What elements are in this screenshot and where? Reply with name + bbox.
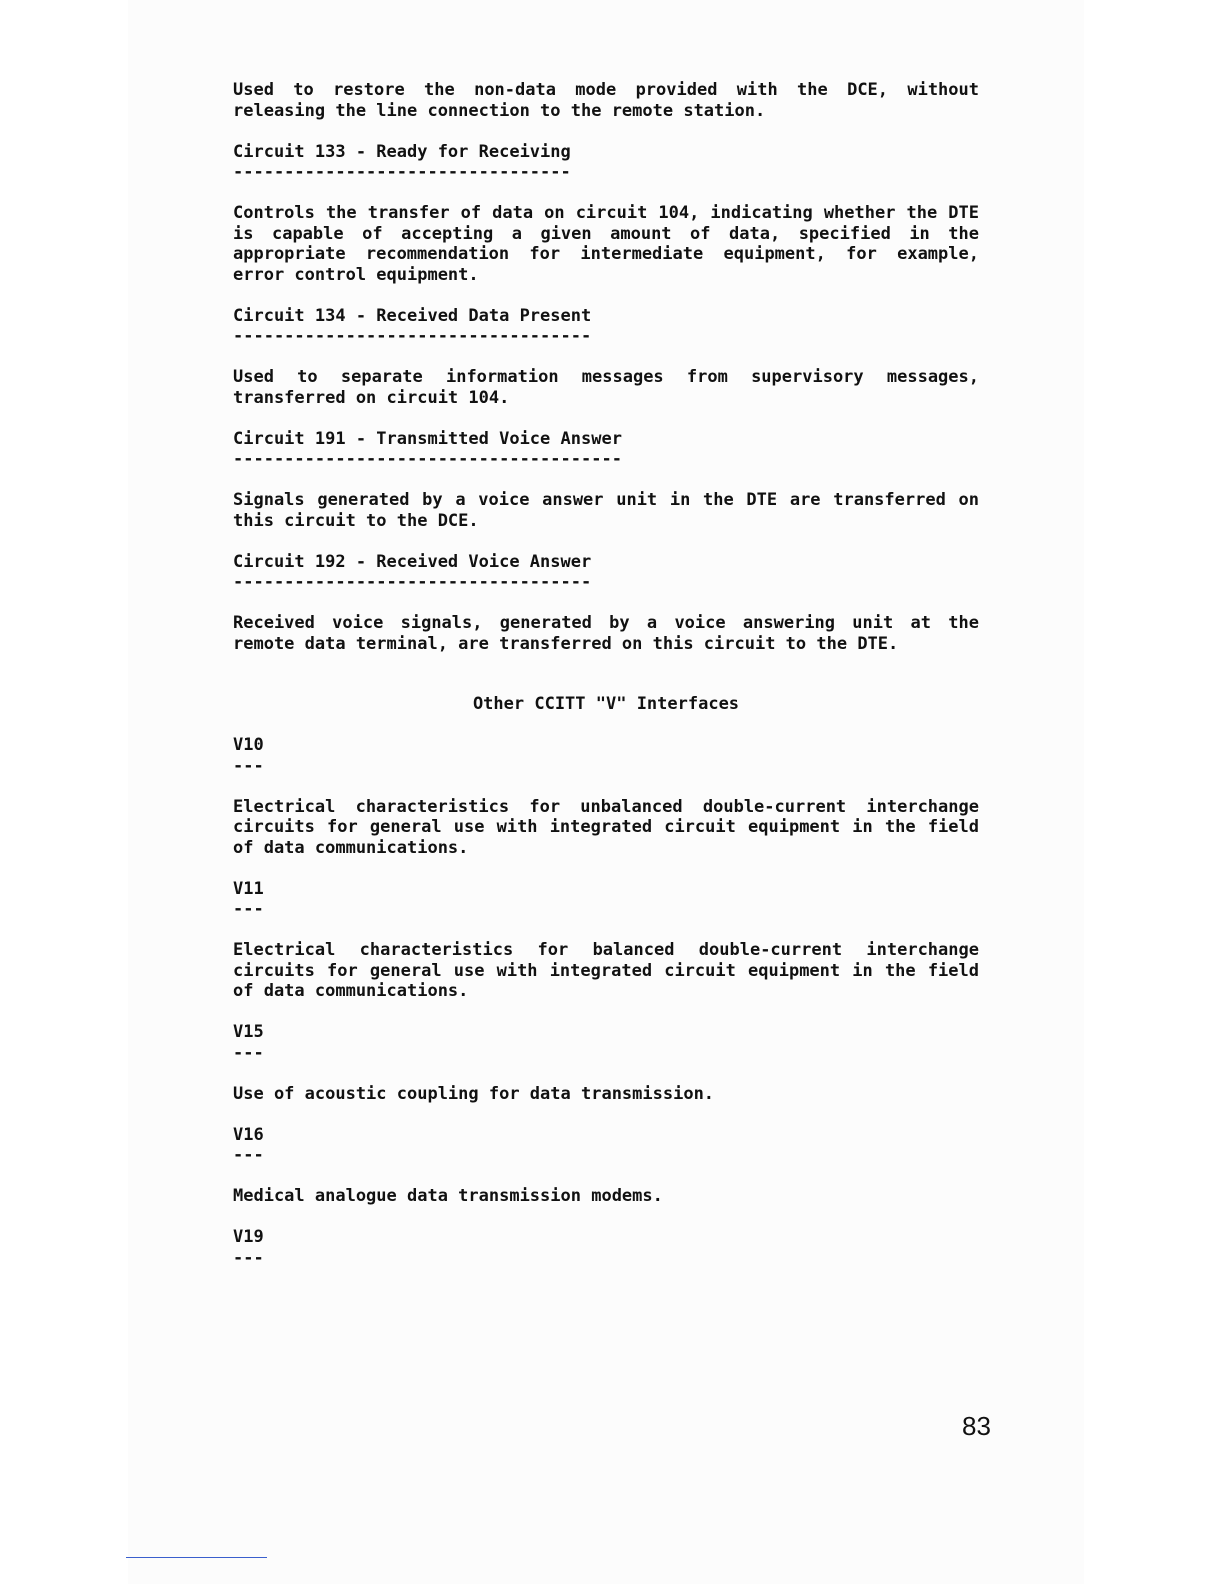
interface-v11 xyxy=(233,879,979,1002)
heading-underline: ----------------------------------- xyxy=(233,326,592,346)
interface-v19 xyxy=(233,1227,979,1268)
section-body: Used to separate information messages from supervisory messages, transferred on circuit 104. xyxy=(233,367,979,408)
page-number: 83 xyxy=(962,1411,991,1441)
section-heading: Circuit 192 - Received Voice Answer xyxy=(233,551,592,572)
interface-heading: V15 xyxy=(233,1022,264,1042)
interface-v15 xyxy=(233,1022,979,1104)
interface-v16 xyxy=(233,1125,979,1207)
section-body: Received voice signals, generated by a voice answering unit at the remote data terminal, are transferred on this circuit to the DTE. xyxy=(233,613,979,654)
heading-underline: ----------------------------------- xyxy=(233,572,592,592)
circuit-191-section xyxy=(233,429,979,532)
heading-underline: --- xyxy=(233,1042,264,1063)
circuit-134-section xyxy=(233,306,979,409)
heading-underline: --- xyxy=(233,1247,264,1268)
heading-underline: --- xyxy=(233,1145,264,1165)
interfaces-title: Other CCITT "V" Interfaces xyxy=(472,694,740,714)
interface-body: Electrical characteristics for unbalanced double-current interchange circuits for general use with integrated circuit equipment in the field of data communications. xyxy=(233,796,979,858)
document-body xyxy=(233,80,979,1289)
circuit-133-section xyxy=(233,142,979,286)
heading-underline: --------------------------------- xyxy=(233,162,571,182)
section-heading: Circuit 133 - Ready for Receiving xyxy=(233,141,571,162)
interface-heading: V11 xyxy=(233,878,264,899)
interface-heading: V10 xyxy=(233,735,264,755)
section-heading: Circuit 191 - Transmitted Voice Answer xyxy=(233,428,622,449)
interface-body: Medical analogue data transmission modems. xyxy=(233,1186,663,1206)
intro-paragraph: Used to restore the non-data mode provided with the DCE, without releasing the line connection to the remote station. xyxy=(233,80,979,121)
interface-v10 xyxy=(233,735,979,858)
section-heading: Circuit 134 - Received Data Present xyxy=(233,305,592,326)
footer-divider xyxy=(126,1557,267,1558)
heading-underline: --- xyxy=(233,899,264,919)
interface-body: Use of acoustic coupling for data transmission. xyxy=(233,1083,715,1104)
interface-body: Electrical characteristics for balanced double-current interchange circuits for general use with integrated circuit equipment in the field of data communications. xyxy=(233,940,979,1001)
heading-underline: -------------------------------------- xyxy=(233,449,622,469)
section-body: Signals generated by a voice answer unit in the DTE are transferred on this circuit to the DCE. xyxy=(233,490,979,531)
heading-underline: --- xyxy=(233,755,264,776)
circuit-192-section xyxy=(233,552,979,655)
interface-heading: V16 xyxy=(233,1124,264,1145)
section-body: Controls the transfer of data on circuit 104, indicating whether the DTE is capable of accepting a given amount of data, specified in the appropriate recommendation for intermediate equipment, for example, error control equipment. xyxy=(233,203,979,285)
interface-heading: V19 xyxy=(233,1227,264,1247)
